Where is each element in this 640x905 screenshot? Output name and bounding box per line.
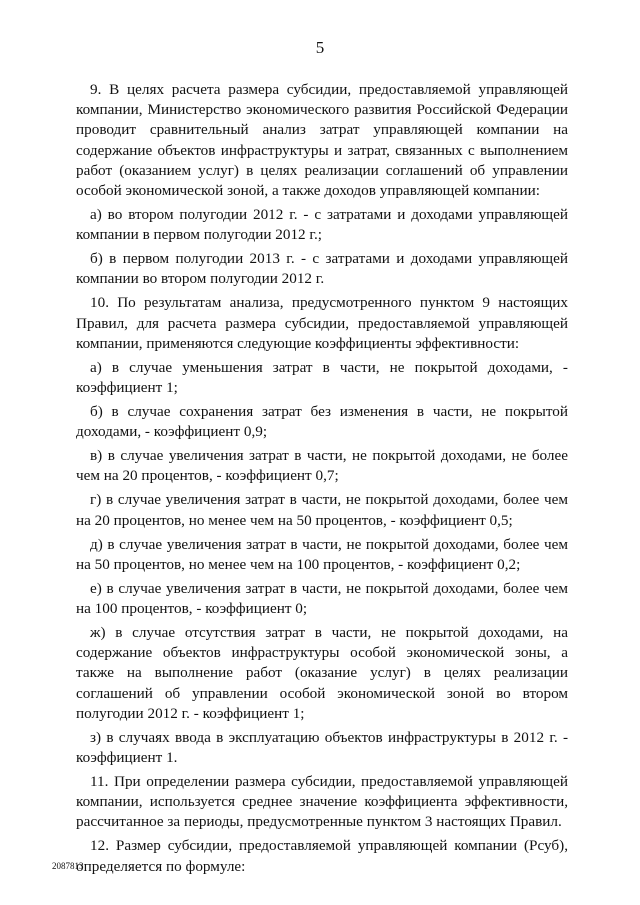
paragraph-10-v: в) в случае увеличения затрат в части, не покрытой доходами, не более чем на 20 процентов, - коэффициент 0,7; <box>76 447 568 485</box>
paragraph-10: 10. По результатам анализа, предусмотренного пунктом 9 настоящих Правил, для расчета размера субсидии, предоставляемой управляющей компании, применяются следующие коэффициенты эффективности: <box>76 294 568 352</box>
paragraph-10-a: а) в случае уменьшения затрат в части, не покрытой доходами, - коэффициент 1; <box>76 358 568 397</box>
paragraph-9-a: а) во втором полугодии 2012 г. - с затратами и доходами управляющей компании в первом полугодии 2012 г.; <box>76 206 568 244</box>
paragraph-10-g: г) в случае увеличения затрат в части, не покрытой доходами, более чем на 20 процентов, но менее чем на 50 процентов, - коэффициент 0,5; <box>76 491 568 529</box>
paragraph-10-e: е) в случае увеличения затрат в части, не покрытой доходами, более чем на 100 процентов, - коэффициент 0; <box>76 579 568 618</box>
document-code: 2087813 <box>52 861 84 871</box>
paragraph-10-d: д) в случае увеличения затрат в части, не покрытой доходами, более чем на 50 процентов, но менее чем на 100 процентов, - коэффициент 0,2; <box>76 535 568 573</box>
document-body <box>76 80 568 881</box>
paragraph-9-b: б) в первом полугодии 2013 г. - с затратами и доходами управляющей компании во втором полугодии 2012 г. <box>76 250 568 288</box>
page-number: 5 <box>315 38 325 57</box>
paragraph-10-b: б) в случае сохранения затрат без изменения в части, не покрытой доходами, - коэффициент 0,9; <box>76 403 568 441</box>
paragraph-12: 12. Размер субсидии, предоставляемой управляющей компании (Рсуб), определяется по формуле: <box>76 837 568 875</box>
paragraph-11: 11. При определении размера субсидии, предоставляемой управляющей компании, используется среднее значение коэффициента эффективности, рассчитанное за периоды, предусмотренные пунктом 3 настоящих Правил. <box>76 773 568 831</box>
paragraph-10-zh: ж) в случае отсутствия затрат в части, не покрытой доходами, на содержание объектов инфраструктуры особой экономической зоны, а также на выполнение работ (оказание услуг) в целях реализации соглашений об управлении особой экономической зоной во втором полугодии 2012 г. - коэффициент 1; <box>76 624 568 722</box>
paragraph-10-z: з) в случаях ввода в эксплуатацию объектов инфраструктуры в 2012 г. - коэффициент 1. <box>76 728 568 767</box>
paragraph-9: 9. В целях расчета размера субсидии, предоставляемой управляющей компании, Министерство экономического развития Российской Федерации проводит сравнительный анализ затрат управляющей компании на содержание объектов инфраструктуры и затрат, связанных с выполнением работ (оказанием услуг) в целях реализации соглашений об управлении особой экономической зоной, а также доходов управляющей компании: <box>76 81 568 200</box>
